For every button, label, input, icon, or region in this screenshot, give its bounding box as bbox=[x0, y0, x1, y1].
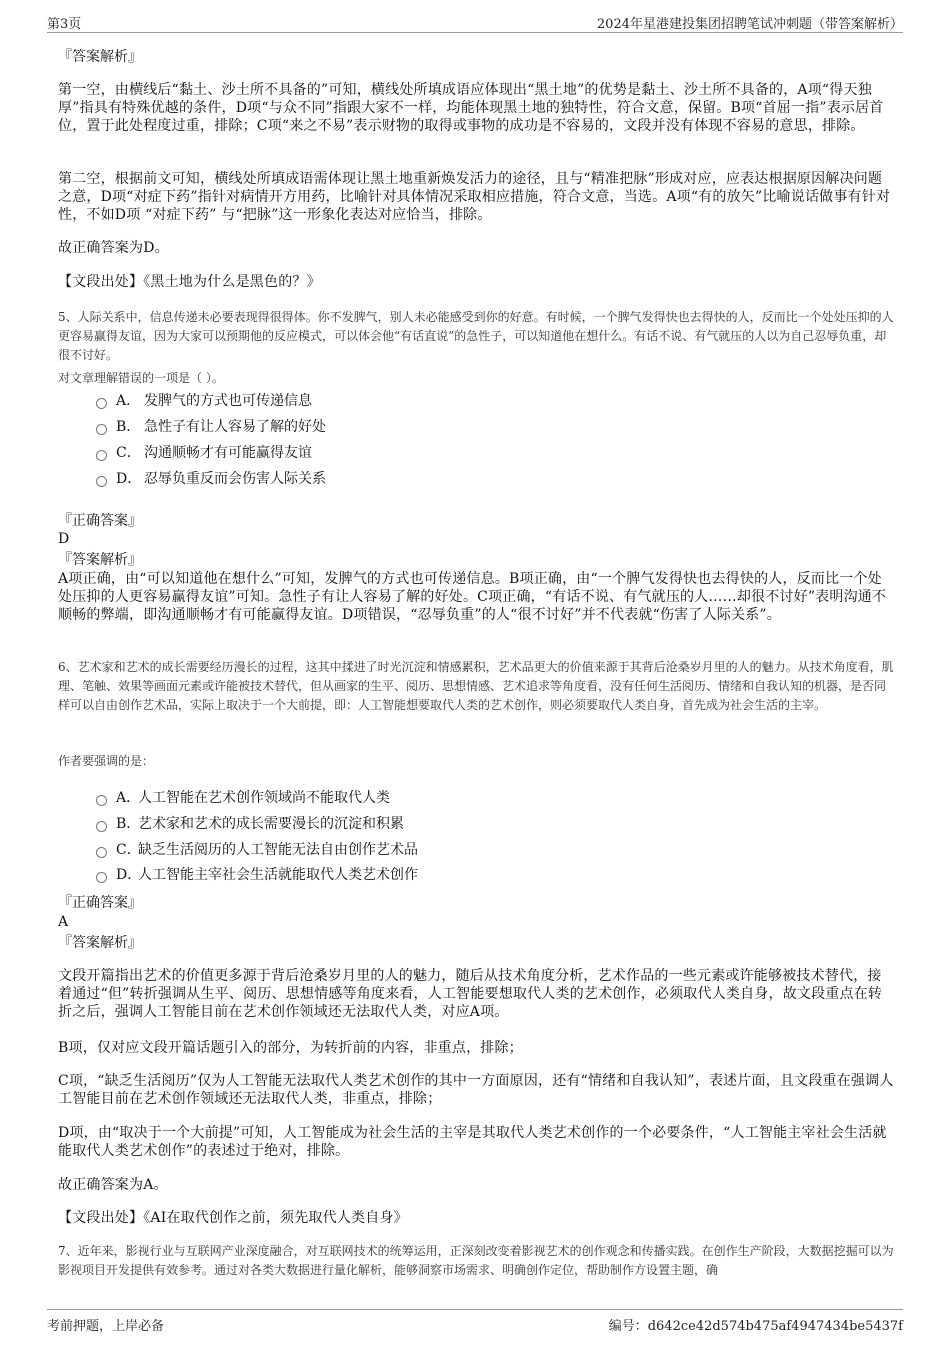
option-text: 忍辱负重反而会伤害人际关系 bbox=[144, 471, 326, 487]
option-text: 人工智能主宰社会生活就能取代人类艺术创作 bbox=[138, 867, 418, 883]
q5-option-c[interactable] bbox=[96, 444, 312, 462]
option-text: 缺乏生活阅历的人工智能无法自由创作艺术品 bbox=[138, 842, 418, 858]
q6-answer: A bbox=[58, 914, 69, 930]
option-letter: D． bbox=[116, 471, 142, 487]
q6-option-d[interactable] bbox=[96, 866, 418, 884]
q5-answer-label: 『正确答案』 bbox=[58, 513, 142, 529]
radio-button[interactable] bbox=[96, 450, 107, 461]
q6-analysis-p1: 文段开篇指出艺术的价值更多源于背后沧桑岁月里的人的魅力，随后从技术角度分析，艺术作品的一些元素或许能够被技术替代，接着通过“但”转折强调从生平、阅历、思想情感等角度来看，人工智能要想取代人类的艺术创作，必须取代人类自身，故文段重点在转折之后，强调人工智能目前在艺术创作领域还无法取代人类，对应A项。 bbox=[58, 968, 883, 1020]
option-letter: B． bbox=[116, 816, 141, 832]
q5-option-d[interactable] bbox=[96, 470, 326, 488]
q4-conclusion: 故正确答案为D。 bbox=[58, 240, 169, 256]
radio-button[interactable] bbox=[96, 795, 107, 806]
radio-button[interactable] bbox=[96, 398, 107, 409]
q4-analysis-p1: 第一空，由横线后“黏土、沙土所不具备的”可知，横线处所填成语应体现出“黑土地”的优势是黏土、沙土所不具备的，A项“得天独厚”指具有特殊优越的条件，D项“与众不同”指跟大家不一样，均能体现黑土地的独特性，符合文意，保留。B项“首屈一指”表示居首位，置于此处程度过重，排除；C项“来之不易”表示财物的取得或事物的成功是不容易的，文段并没有体现不容易的意思，排除。 bbox=[58, 82, 884, 134]
page-footer bbox=[47, 1309, 903, 1334]
option-letter: D． bbox=[116, 867, 142, 883]
q4-analysis-p2: 第二空，根据前文可知，横线处所填成语需体现让黑土地重新焕发活力的途径，且与“精准把脉”形成对应，应表达根据原因解决问题之意，D项“对症下药”指针对病情开方用药，比喻针对具体情况采取相应措施，符合文意，当选。A项“有的放矢”比喻说话做事有针对性，不如D项 “对症下药” 与“把脉”这一形象化表达对应恰当，排除。 bbox=[58, 171, 891, 223]
q4-analysis-label: 『答案解析』 bbox=[58, 49, 142, 65]
q5-stem: 5、人际关系中，信息传递未必要表现得很得体。你不发脾气，别人未必能感受到你的好意。有时候，一个脾气发得快也去得快的人，反而比一个处处压抑的人更容易赢得友谊，因为大家可以预期他的反应模式，可以体会他“有话直说”的急性子，可以知道他在想什么。有话不说、有气就压的人以为自己忍辱负重，却很不讨好。 bbox=[58, 310, 894, 362]
radio-button[interactable] bbox=[96, 476, 107, 487]
option-text: 人工智能在艺术创作领域尚不能取代人类 bbox=[138, 790, 390, 806]
option-letter: A． bbox=[116, 790, 141, 806]
option-text: 发脾气的方式也可传递信息 bbox=[144, 393, 312, 409]
q6-analysis-p3: C项，“缺乏生活阅历”仅为人工智能无法取代人类艺术创作的其中一方面原因，还有“情绪和自我认知”，表述片面，且文段重在强调人工智能目前在艺术创作领域还无法取代人类，非重点，排除； bbox=[58, 1073, 894, 1107]
q6-question: 作者要强调的是： bbox=[58, 754, 155, 768]
document-title: 2024年星港建投集团招聘笔试冲刺题（带答案解析） bbox=[596, 17, 903, 32]
q6-option-a[interactable] bbox=[96, 789, 390, 807]
q6-option-b[interactable] bbox=[96, 815, 404, 833]
q6-answer-label: 『正确答案』 bbox=[58, 895, 142, 911]
page-number: 第3页 bbox=[47, 17, 82, 32]
q5-answer: D bbox=[58, 531, 70, 547]
radio-button[interactable] bbox=[96, 872, 107, 883]
option-text: 艺术家和艺术的成长需要漫长的沉淀和积累 bbox=[138, 816, 404, 832]
option-text: 急性子有让人容易了解的好处 bbox=[144, 419, 326, 435]
option-letter: A． bbox=[116, 393, 141, 409]
option-text: 沟通顺畅才有可能赢得友谊 bbox=[144, 445, 312, 461]
q6-analysis-label: 『答案解析』 bbox=[58, 935, 142, 951]
q5-option-b[interactable] bbox=[96, 418, 326, 436]
option-letter: B． bbox=[116, 419, 141, 435]
q6-stem: 6、艺术家和艺术的成长需要经历漫长的过程，这其中揉进了时光沉淀和情感累积，艺术品更大的价值来源于其背后沧桑岁月里的人的魅力。从技术角度看，肌理、笔触、效果等画面元素或许能被技术替代，但从画家的生平、阅历、思想情感、艺术追求等角度看，没有任何生活阅历、情绪和自我认知的机器，是否同样可以自由创作艺术品，实际上取决于一个大前提，即：人工智能想要取代人类的艺术创作，则必须要取代人类自身，首先成为社会生活的主宰。 bbox=[58, 660, 894, 712]
q6-conclusion: 故正确答案为A。 bbox=[58, 1177, 168, 1193]
page-header bbox=[47, 10, 903, 33]
q6-analysis-p4: D项，由“取决于一个大前提”可知，人工智能成为社会生活的主宰是其取代人类艺术创作的一个必要条件，“人工智能主宰社会生活就能取代人类艺术创作”的表述过于绝对，排除。 bbox=[58, 1125, 887, 1159]
radio-button[interactable] bbox=[96, 847, 107, 858]
q6-option-c[interactable] bbox=[96, 841, 418, 859]
q7-stem: 7、近年来，影视行业与互联网产业深度融合，对互联网技术的统筹运用，正深刻改变着影视艺术的创作观念和传播实践。在创作生产阶段，大数据挖掘可以为影视项目开发提供有效参考。通过对各类大数据进行量化解析，能够洞察市场需求、明确创作定位，帮助制作方设置主题，确 bbox=[58, 1244, 894, 1277]
radio-button[interactable] bbox=[96, 821, 107, 832]
option-letter: C． bbox=[116, 445, 141, 461]
document-id: 编号：d642ce42d574b475af4947434be5437f bbox=[608, 1319, 903, 1334]
radio-button[interactable] bbox=[96, 424, 107, 435]
q4-source: 【文段出处】《黑土地为什么是黑色的？》 bbox=[58, 274, 321, 290]
q6-analysis-p2: B项，仅对应文段开篇话题引入的部分，为转折前的内容，非重点，排除； bbox=[58, 1040, 523, 1056]
q6-source: 【文段出处】《AI在取代创作之前，须先取代人类自身》 bbox=[58, 1210, 408, 1226]
option-letter: C． bbox=[116, 842, 141, 858]
q5-analysis-label: 『答案解析』 bbox=[58, 552, 142, 568]
footer-slogan: 考前押题，上岸必备 bbox=[47, 1319, 165, 1334]
q5-question: 对文章理解错误的一项是（ ）。 bbox=[58, 371, 224, 385]
q5-option-a[interactable] bbox=[96, 392, 312, 410]
q5-analysis: A项正确，由“可以知道他在想什么”可知，发脾气的方式也可传递信息。B项正确，由“一个脾气发得快也去得快的人，反而比一个处处压抑的人更容易赢得友谊”可知。急性子有让人容易了解的好处。C项正确，“有话不说、有气就压的人……却很不讨好”表明沟通不顺畅的弊端，即沟通顺畅才有可能赢得友谊。D项错误，“忍辱负重”的人“很不讨好”并不代表就“伤害了人际关系”。 bbox=[58, 571, 887, 623]
